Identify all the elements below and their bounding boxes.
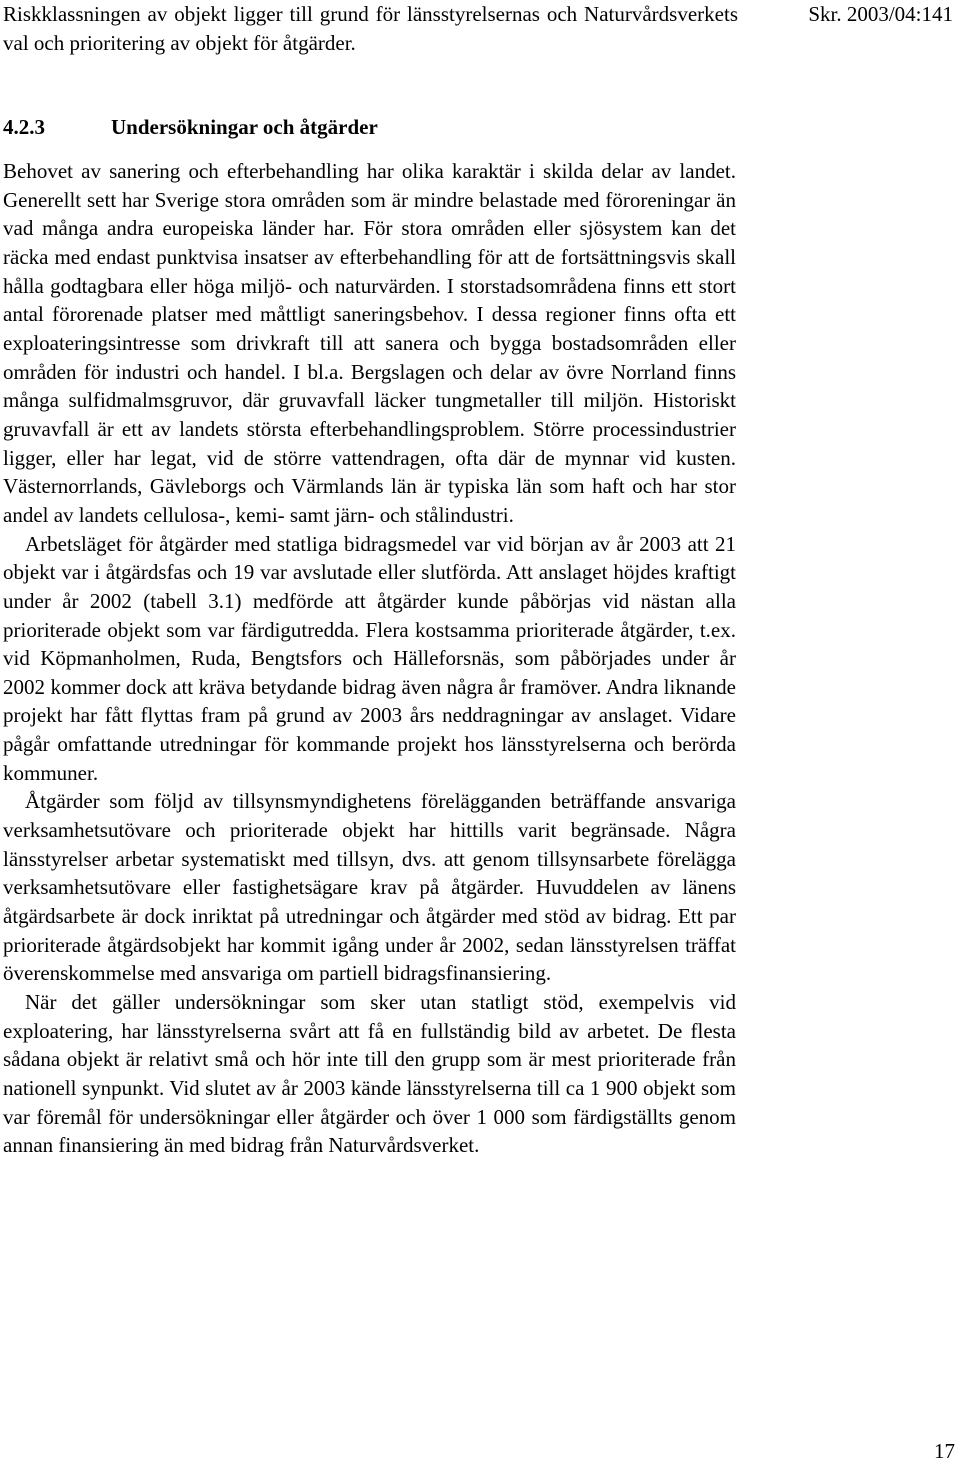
header-text: Riskklassningen av objekt ligger till grund för länsstyrelsernas och Naturvårdsverkets val och prioritering av objekt för åtgärder. — [3, 2, 738, 55]
section-heading — [3, 113, 378, 141]
section-title: Undersökningar och åtgärder — [111, 115, 378, 139]
document-reference: Skr. 2003/04:141 — [808, 2, 953, 26]
paragraph-2: Arbetsläget för åtgärder med statliga bidragsmedel var vid början av år 2003 att 21 objekt var i åtgärdsfas och 19 var avslutade eller slutförda. Att anslaget höjdes kraftigt under år 2002 (tabell 3.1) medförde att åtgärder kunde påbörjas vid nästan alla prioriterade objekt som var färdigutredda. Flera kostsamma prioriterade åtgärder, t.ex. vid Köpmanholmen, Ruda, Bengtsfors och Hälleforsnäs, som påbörjades under år 2002 kommer dock att kräva betydande bidrag även några år framöver. Andra liknande projekt har fått flyttas fram på grund av 2003 års neddragningar av anslaget. Vidare pågår omfattande utredningar för kommande projekt hos länsstyrelserna och berörda kommuner. — [3, 531, 736, 785]
paragraph-4: När det gäller undersökningar som sker utan statligt stöd, exempelvis vid exploatering, har länsstyrelserna svårt att få en fullständig bild av arbetet. De flesta sådana objekt är relativt små och hör inte till den grupp som är mest prioriterade från nationell synpunkt. Vid slutet av år 2003 kände länsstyrelserna till ca 1 900 objekt som var föremål för undersökningar eller åtgärder och över 1 000 som färdigställts genom annan finansiering än med bidrag från Naturvårdsverket. — [3, 990, 736, 1158]
paragraph-1: Behovet av sanering och efterbehandling har olika karaktär i skilda delar av landet. Generellt sett har Sverige stora områden som är mindre belastade med föroreningar än vad många andra europeiska länder har. För stora områden eller sjösystem kan det räcka med endast punktvisa insatser av efterbehandling för att de fortsättningsvis skall hålla godtagbara eller höga miljö- och naturvärden. I storstadsområdena finns ett stort antal förorenade platser med måttligt saneringsbehov. I dessa regioner finns ofta ett exploateringsintresse som drivkraft till att sanera och bygga bostadsområden eller områden för industri och handel. I bl.a. Bergslagen och delar av övre Norrland finns många sulfidmalmsgruvor, där gruvavfall läcker tungmetaller till miljön. Historiskt gruvavfall är ett av landets största efterbehandlingsproblem. Större processindustrier ligger, eller har legat, vid de större vattendragen, ofta där de mynnar vid kusten. Västernorrlands, Gävleborgs och Värmlands län är typiska län som haft och har stor andel av landets cellulosa-, kemi- samt järn- och stålindustri. — [3, 159, 736, 527]
section-number: 4.2.3 — [3, 115, 45, 139]
page-header — [3, 0, 953, 60]
paragraph-3: Åtgärder som följd av tillsynsmyndighetens förelägganden beträffande ansvariga verksamhetsutövare och prioriterade objekt har hittills varit begränsade. Några länsstyrelser arbetar systematiskt med tillsyn, dvs. att genom tillsynsarbete förelägga verksamhetsutövare eller fastighetsägare krav på åtgärder. Huvuddelen av länens åtgärdsarbete är dock inriktat på utredningar och åtgärder med stöd av bidrag. Ett par prioriterade åtgärdsobjekt har kommit igång under år 2002, sedan länsstyrelsen träffat överenskommelse med ansvariga om partiell bidragsfinansiering. — [3, 789, 736, 986]
body-text — [3, 157, 736, 1160]
page-number: 17 — [934, 1439, 955, 1463]
